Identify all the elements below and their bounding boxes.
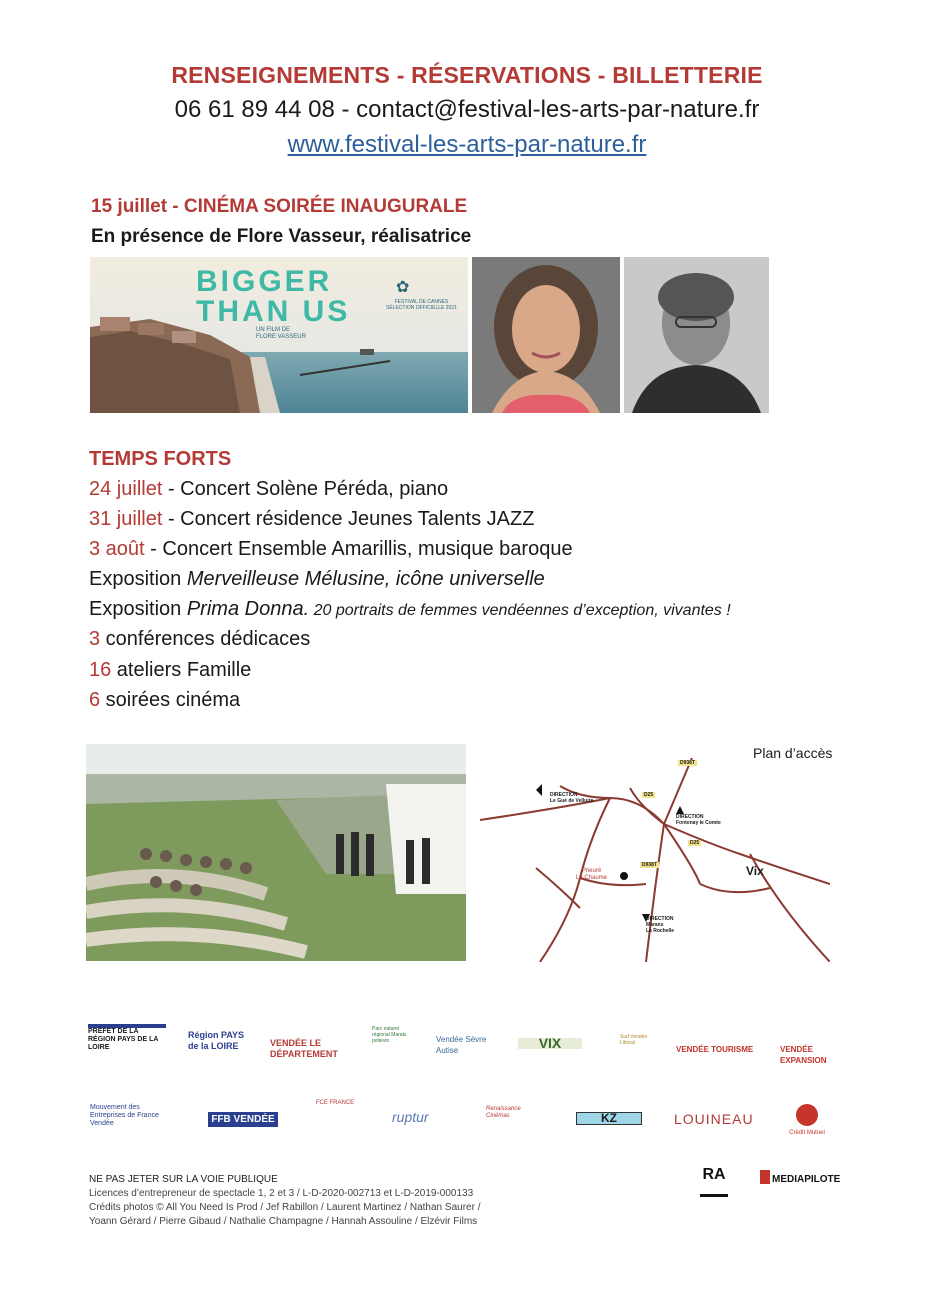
- road-badge-d938t: D938T: [680, 760, 696, 766]
- event-line: [89, 508, 534, 531]
- event-text: - Concert Ensemble Amarillis, musique baroque: [144, 538, 573, 560]
- credit-mutuel-icon: [796, 1104, 818, 1126]
- access-map: [480, 758, 830, 962]
- website-link[interactable]: www.festival-les-arts-par-nature.fr: [287, 131, 647, 158]
- logo-ruptur: ruptur: [392, 1109, 429, 1125]
- portrait-flore-vasseur: [472, 257, 620, 413]
- count-text: ateliers Famille: [111, 659, 252, 681]
- map-label-prieure: Prieuré La Chaume: [576, 868, 608, 881]
- event-line: [89, 478, 448, 501]
- road-badge-d25: D25: [644, 792, 654, 798]
- map-label-fontenay: DIRECTION Fontenay le Comte: [676, 814, 721, 826]
- logo-medef: Mouvement des Entreprises de France Vendée: [90, 1104, 159, 1127]
- temps-forts-title: TEMPS FORTS: [89, 448, 232, 470]
- info-title: RENSEIGNEMENTS - RÉSERVATIONS - BILLETTERIE: [171, 62, 763, 88]
- logo-kz: KZ: [576, 1112, 642, 1125]
- count-number: 3: [89, 628, 101, 650]
- road-badge-d25-right: D25: [690, 840, 700, 846]
- contact-line: 06 61 89 44 08 - contact@festival-les-arts-par-nature.fr: [174, 96, 760, 123]
- expo-prefix: Exposition: [89, 598, 187, 620]
- map-label-marans: DIRECTION Marans La Rochelle: [646, 916, 675, 934]
- logo-vendee-sevre-autise: Vendée Sèvre Autise: [436, 1035, 487, 1055]
- expo-prefix: Exposition: [89, 568, 187, 590]
- map-label-gue: DIRECTION Le Gué de Velluire: [550, 792, 594, 804]
- event-date: 24 juillet: [89, 478, 163, 500]
- expo-title: Merveilleuse Mélusine, icône universelle: [186, 568, 545, 590]
- logo-fce-france: FCE FRANCE: [315, 1100, 355, 1106]
- mediapilote-icon: [760, 1170, 770, 1184]
- cannes-palm-icon: ✿: [396, 279, 410, 296]
- map-label-vix: Vix: [746, 864, 764, 878]
- event-text: - Concert Solène Péréda, piano: [162, 478, 449, 500]
- footer-licences: Licences d’entrepreneur de spectacle 1, 2 et 3 / L-D-2020-002713 et L-D-2019-000133: [89, 1188, 474, 1199]
- footer-credits-1: Crédits photos © All You Need Is Prod / Jef Rabillon / Laurent Martinez / Nathan Saurer /: [89, 1202, 481, 1213]
- inaugural-title: 15 juillet - CINÉMA SOIRÉE INAUGURALE: [91, 196, 468, 217]
- event-date: 31 juillet: [89, 508, 163, 530]
- count-line: [89, 659, 251, 682]
- logo-vendee-expansion: VENDÉE EXPANSION: [780, 1045, 827, 1065]
- logo-louineau: LOUINEAU: [674, 1111, 754, 1127]
- poster-title-2: THAN US: [196, 295, 351, 328]
- logo-vendee-tourisme: VENDÉE TOURISME: [676, 1045, 754, 1054]
- portrait-man: [624, 257, 769, 413]
- count-line: [89, 628, 310, 651]
- poster-festival: FESTIVAL DE CANNES SÉLECTION OFFICIELLE 2021: [386, 299, 457, 311]
- logo-credit-mutuel: Crédit Mutuel: [789, 1130, 825, 1136]
- road-badge-d938t-mid: D938T: [642, 862, 658, 868]
- inaugural-subtitle: En présence de Flore Vasseur, réalisatrice: [91, 226, 472, 247]
- theatre-photo: [86, 744, 466, 961]
- count-text: soirées cinéma: [100, 689, 241, 711]
- expo-title: Prima Donna.: [186, 598, 310, 620]
- event-line: [89, 538, 573, 561]
- poster-credit: UN FILM DE FLORE VASSEUR: [256, 327, 306, 340]
- film-poster: [90, 257, 468, 413]
- logo-prefet: PRÉFET DE LA RÉGION PAYS DE LA LOIRE: [88, 1024, 166, 1052]
- logo-vendee-departement: VENDÉE LE DÉPARTEMENT: [270, 1038, 338, 1059]
- event-text: - Concert résidence Jeunes Talents JAZZ: [162, 508, 535, 530]
- expo-line-2: [89, 598, 731, 621]
- website-row: [0, 131, 934, 159]
- logo-ra: RA: [700, 1166, 728, 1197]
- poster-title-1: BIGGER: [196, 265, 333, 298]
- expo-line-1: [89, 568, 545, 591]
- count-number: 6: [89, 689, 101, 711]
- count-text: conférences dédicaces: [100, 628, 311, 650]
- logo-region-pdl: Région PAYS de la LOIRE: [188, 1030, 245, 1051]
- logo-ffb: FFB VENDÉE: [208, 1112, 278, 1127]
- footer-credits-2: Yoann Gérard / Pierre Gibaud / Nathalie Champagne / Hannah Assouline / Elzévir Films: [89, 1216, 478, 1227]
- expo-note: 20 portraits de femmes vendéennes d’exception, vivantes !: [309, 602, 731, 619]
- logo-sud-vendee: Sud Vendée Littoral: [620, 1034, 648, 1046]
- logo-mediapilote: MEDIAPILOTE: [772, 1174, 841, 1185]
- footer-note: NE PAS JETER SUR LA VOIE PUBLIQUE: [89, 1174, 278, 1185]
- logo-renaissance-cinemas: Renaissance Cinémas: [486, 1106, 521, 1119]
- map-caption: Plan d’accès: [753, 745, 833, 761]
- logo-vix: VIX: [518, 1038, 582, 1049]
- logo-parc-marais: Parc naturel régional Marais poitevin: [372, 1026, 407, 1044]
- count-number: 16: [89, 659, 112, 681]
- count-line: [89, 689, 240, 712]
- event-date: 3 août: [89, 538, 145, 560]
